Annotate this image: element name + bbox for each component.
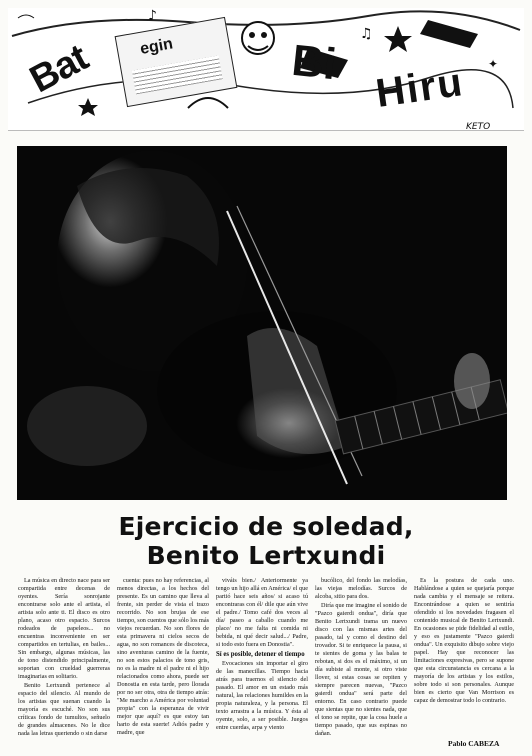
article-paragraph: Evocaciones sin importar el giro de las manecillas. Tiempo hacia atrás para traernos el silencio del pasado. El amor en un estado más natural, las relaciones humildes en la propia naturaleza, y la persona. El texto arrastra a la música. Y ésta al oyente, solo, a ser posible. Juegos entre cuerdas, arpa y viento (216, 660, 308, 731)
concert-photo (17, 146, 507, 500)
article-paragraph: Es la postura de cada uno. Hablándose a quien se quejaría porque nada cambia y el mensaje se reitera. Encontrándose a quien se sentiría ofendido si los novedades fragasen el contenido musical de Benito Lertxundi. En ocasiones se pide fidelidad al estilo, y eso es justamente "Pazco gaierdi ondua". Un exquisito dibujo sobre viejo papel. Hay que reconocer las limitaciones expresivas, pero se supone que esta circunstancia es cercana a la mayoría de los artistas y los estilos, sobre todo si son personales. Aunque bien es cierto que Van Morrison es capaz de demostrar todo lo contrario. (414, 577, 514, 704)
newspaper-lines (132, 56, 223, 95)
header-cartoon-banner (8, 8, 524, 131)
performer-photo-image (17, 146, 507, 500)
article-paragraph: cuenta: pues no hay referencias, al menos directas, a los hechos del presente. Es un camino que lleva al frente, sin perder de vista el trazo recorrido. No son brujas de ese tiempo, son cuentos que sólo los más viejos recuerdan. No son flores de esta primavera ni cielos secos de agua, no son romances de discoteca, sino aventuras camino de la fuente, no son estos palacios de tono gris, no es la madre ni el padre ni el hijo relacionados como ahora, puede ser Donostia en esta tarde, pero llorada por no ser otra, otra de tiempo atrás: "Me marcho a América por voluntad propia" con la esperanza de vivir mejor que aquí? es que estoy tan harto de esta suerte! Adiós padre y madre, que (117, 577, 209, 736)
article-author: Pablo CABEZA (448, 739, 500, 748)
article-column-1 (18, 577, 110, 739)
article-paragraph: Benito Lertxundi pertenece al espacio del silencio. Al mundo de los artistas que suenan cuando la mayoría es escuché. No son sus críticas fondo de tumultos, señuelo de grandes almacenes. No le dice nada las letras queriendo o sin darse (18, 682, 110, 737)
article-paragraph: Diría que me imagine el sonido de "Pazco gaierdi ondua", diría que Benito Lertxundi trama un nuevo disco con las mismas artes del pasado, tal y como el destino del trovador. Si te enriquece la pausa, si te sientes de goma y las balas te rebotan, si dos es el máximo, si un día subiste al monte, si otro viste llover, si estas cosas se repiten y siempre parecen nuevas, "Pazco gaierdi ondua" será parte del entorno. En caso contrario puede que sientas que no sientes nada, que el tono se repite, que la cosa huele a tiempo pasado, que sus espinas no dañan. (315, 602, 407, 737)
article-paragraph: viváis bien./ Anteriormente ya tengo un hijo allá en América/ el que partió hace seis años/ si acaso tú encontraras con él/ dile que aún vive el padre./ Tomo café dos veces al día/ paseo a caballo cuando me place/ no me falta ni comida ni bebida, ni qué decir salud.../ Padre, si todo esto fuera en Donostia". (216, 577, 308, 648)
article-paragraph: La música en directo nace para ser compartida entre decenas de oyentes. Sería sonrojante encontrarse solo ante el artista, el artista solo ante ti. El disco es otro plano, acaso otro espacio. Surcos rodeados de papeleos... no encuentras inconveniente en ser compartidos en tertulias, en bailes... Sin embargo, algunas músicas, las de tono distendido principalmente, soportan con crueldad guerreras imaginarias en solitario. (18, 577, 110, 680)
artist-signature: KETO (466, 122, 491, 132)
svg-text:♪: ♪ (148, 8, 157, 24)
article-column-3 (216, 577, 308, 739)
article-body (18, 577, 514, 739)
headline-line-1: Ejercicio de soledad, (118, 512, 414, 541)
article-column-4 (315, 577, 407, 739)
article-column-2 (117, 577, 209, 739)
newspaper-title: egin (138, 35, 175, 58)
article-column-5 (414, 577, 514, 739)
article-paragraph: bucólico, del fondo las melodías, las viejas melodías. Surcos de alcoba, sitio para dos. (315, 577, 407, 600)
logo-word-hiru: Hiru (373, 60, 467, 116)
article-subheading: Sí es posible, detener el tiempo (216, 651, 305, 658)
logo-word-bat: Bat (23, 36, 95, 102)
headline-line-2: Benito Lertxundi (146, 541, 386, 570)
svg-text:♫: ♫ (360, 26, 373, 42)
svg-text:✦: ✦ (488, 57, 499, 71)
logo-word-bi: Bi (289, 35, 339, 90)
article-headline (40, 512, 492, 570)
